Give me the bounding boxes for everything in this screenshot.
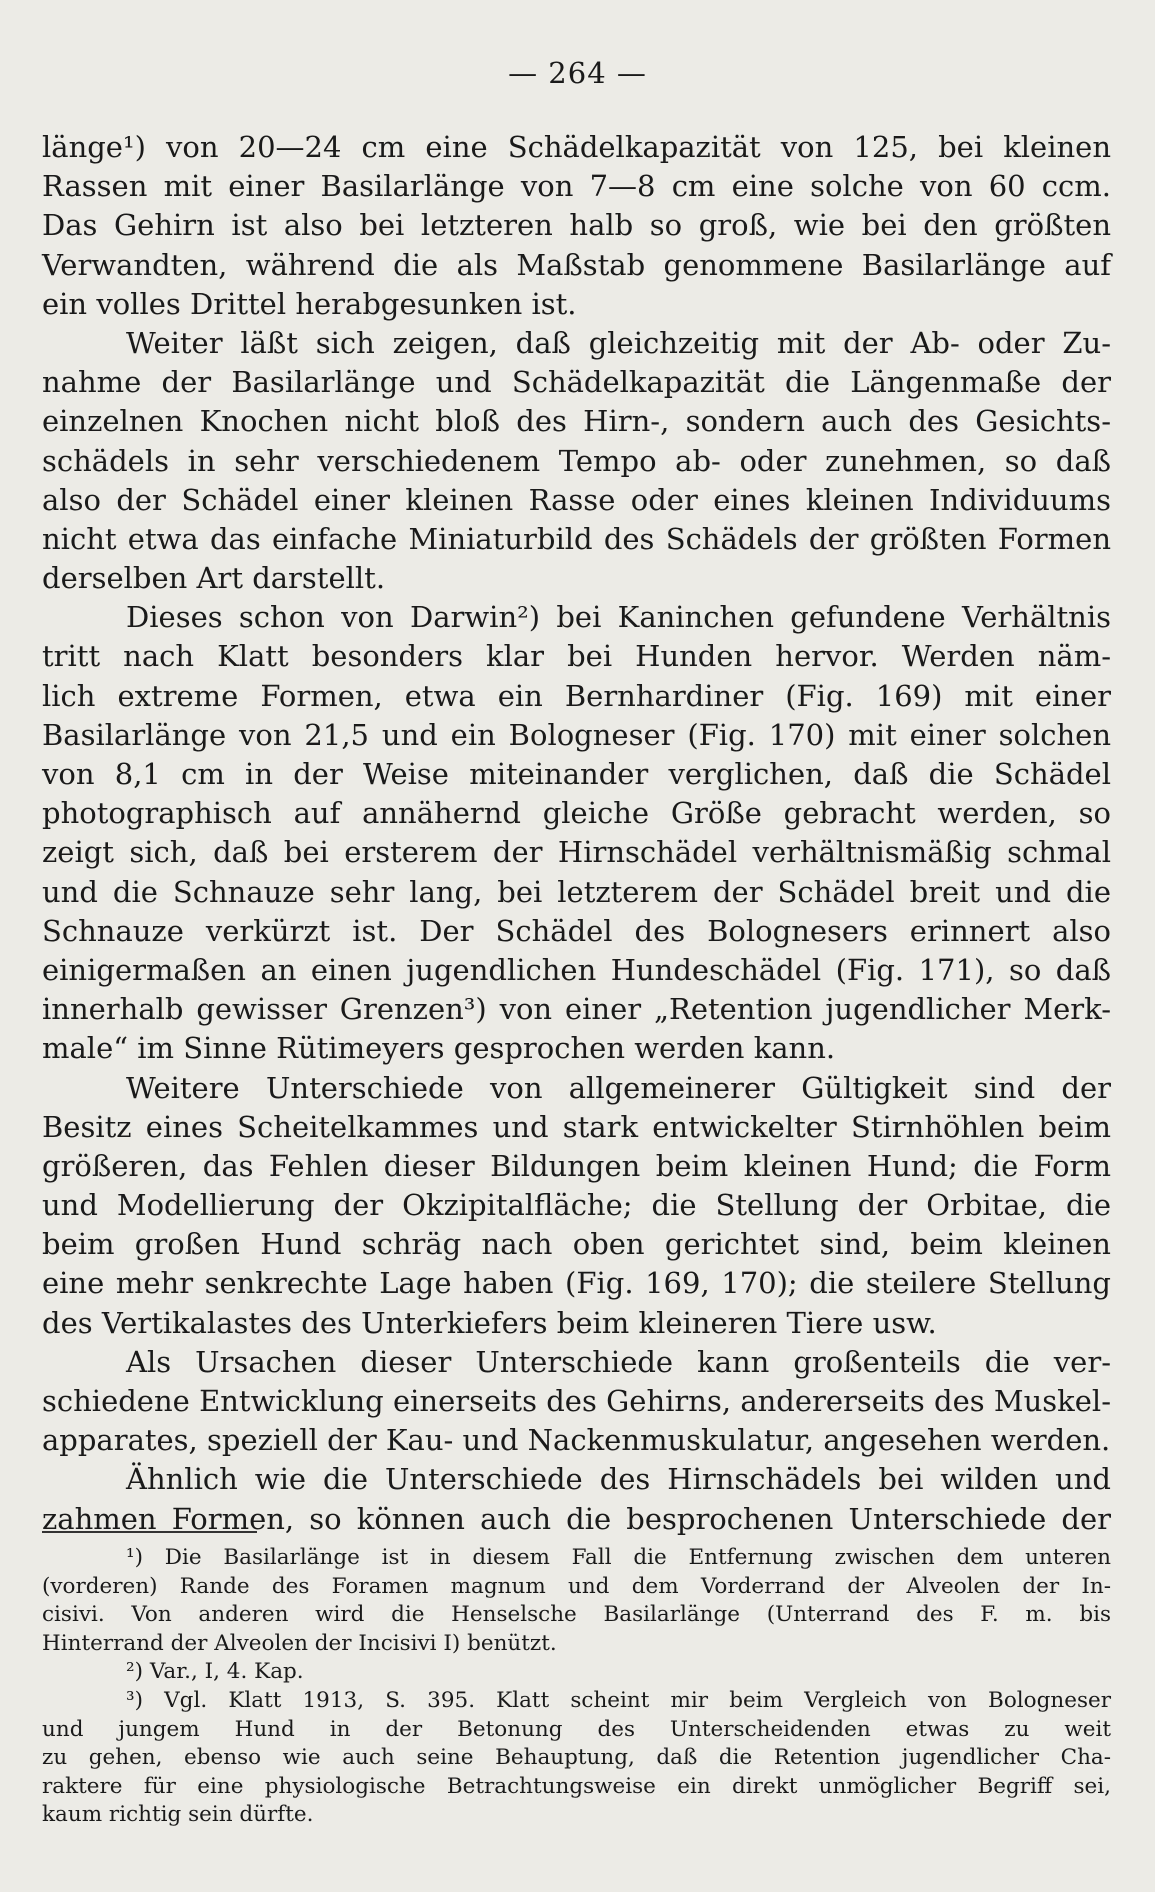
footnote-line: cisivi. Von anderen wird die Henselsche Basilarlänge (Unterrand des F. m. bis: [42, 1602, 1111, 1628]
text-line: Weiter läßt sich zeigen, daß gleichzeitig mit der Ab- oder Zu-: [126, 325, 1111, 360]
text-line: des Vertikalastes des Unterkiefers beim kleineren Tiere usw.: [42, 1305, 937, 1340]
text-line: nicht etwa das einfache Miniaturbild des Schädels der größten Formen: [42, 521, 1111, 556]
text-line: länge¹) von 20—24 cm eine Schädelkapazität von 125, bei kleinen: [42, 130, 1111, 164]
text-line: Besitz eines Scheitelkammes und stark entwickelter Stirnhöhlen beim: [42, 1109, 1111, 1144]
footnote-line: Hinterrand der Alveolen der Incisivi I) benützt.: [42, 1630, 557, 1656]
text-line: also der Schädel einer kleinen Rasse oder eines kleinen Individuums: [42, 482, 1111, 517]
footnote-line: und jungem Hund in der Betonung des Unterscheidenden etwas zu weit: [42, 1716, 1111, 1742]
text-line: Weitere Unterschiede von allgemeinerer Gültigkeit sind der: [126, 1070, 1111, 1105]
text-line: Verwandten, während die als Maßstab genommene Basilarlänge auf: [42, 247, 1111, 282]
footnote-line: zu gehen, ebenso wie auch seine Behauptung, daß die Retention jugendlicher Cha-: [42, 1745, 1111, 1771]
text-line: male“ im Sinne Rütimeyers gesprochen werden kann.: [42, 1031, 836, 1066]
main-text: [42, 128, 1111, 1539]
text-line: photographisch auf annähernd gleiche Größe gebracht werden, so: [42, 796, 1111, 831]
footnote-line: raktere für eine physiologische Betrachtungsweise ein direkt unmöglicher Begriff sei,: [42, 1773, 1111, 1799]
text-line: schädels in sehr verschiedenem Tempo ab- oder zunehmen, so daß: [42, 443, 1111, 478]
text-line: tritt nach Klatt besonders klar bei Hunden hervor. Werden näm-: [42, 639, 1111, 674]
text-line: apparates, speziell der Kau- und Nackenmuskulatur, angesehen werden.: [42, 1423, 1111, 1458]
text-line: und die Schnauze sehr lang, bei letzterem der Schädel breit und die: [42, 874, 1111, 909]
text-line: größeren, das Fehlen dieser Bildungen beim kleinen Hund; die Form: [42, 1148, 1111, 1183]
text-line: lich extreme Formen, etwa ein Bernhardiner (Fig. 169) mit einer: [42, 678, 1111, 713]
text-line: nahme der Basilarlänge und Schädelkapazität die Längenmaße der: [42, 365, 1111, 400]
footnote-line: ¹) Die Basilarlänge ist in diesem Fall die Entfernung zwischen dem unteren: [126, 1545, 1111, 1570]
text-line: einigermaßen an einen jugendlichen Hundeschädel (Fig. 171), so daß: [42, 952, 1111, 987]
footnote-line: (vorderen) Rande des Foramen magnum und dem Vorderrand der Alveolen der In-: [42, 1573, 1111, 1599]
text-line: Dieses schon von Darwin²) bei Kaninchen gefundene Verhältnis: [126, 600, 1111, 635]
text-line: zeigt sich, daß bei ersterem der Hirnschädel verhältnismäßig schmal: [42, 835, 1111, 870]
footnote-line: ²) Var., I, 4. Kap.: [126, 1659, 304, 1685]
footnote-line: ³) Vgl. Klatt 1913, S. 395. Klatt scheint mir beim Vergleich von Bologneser: [126, 1687, 1111, 1713]
text-line: Rassen mit einer Basilarlänge von 7—8 cm eine solche von 60 ccm.: [42, 169, 1111, 204]
text-line: derselben Art darstellt.: [42, 561, 386, 596]
text-line: beim großen Hund schräg nach oben gerichtet sind, beim kleinen: [42, 1227, 1111, 1262]
footnote-line: kaum richtig sein dürfte.: [42, 1802, 314, 1828]
text-line: von 8,1 cm in der Weise miteinander verglichen, daß die Schädel: [42, 757, 1111, 791]
text-line: innerhalb gewisser Grenzen³) von einer „Retention jugendlicher Merk-: [42, 992, 1111, 1027]
text-line: Das Gehirn ist also bei letzteren halb so groß, wie bei den größten: [42, 208, 1111, 243]
text-line: Basilarlänge von 21,5 und ein Bologneser (Fig. 170) mit einer solchen: [42, 717, 1111, 752]
text-line: eine mehr senkrechte Lage haben (Fig. 169, 170); die steilere Stellung: [42, 1266, 1111, 1301]
footnote-separator: [42, 1531, 257, 1533]
text-line: ein volles Drittel herabgesunken ist.: [42, 286, 577, 321]
text-line: einzelnen Knochen nicht bloß des Hirn-, sondern auch des Gesichts-: [42, 404, 1111, 439]
page-number: — 264 —: [508, 56, 647, 90]
text-line: schiedene Entwicklung einerseits des Gehirns, andererseits des Muskel-: [42, 1384, 1111, 1418]
text-line: Schnauze verkürzt ist. Der Schädel des Bolognesers erinnert also: [42, 913, 1111, 948]
text-line: Ähnlich wie die Unterschiede des Hirnschädels bei wilden und: [126, 1462, 1111, 1497]
text-line: und Modellierung der Okzipitalfläche; die Stellung der Orbitae, die: [42, 1188, 1111, 1223]
footnotes: [42, 1544, 1111, 1830]
text-line: zahmen Formen, so können auch die besprochenen Unterschiede der: [42, 1501, 1111, 1536]
text-line: Als Ursachen dieser Unterschiede kann großenteils die ver-: [126, 1344, 1111, 1379]
